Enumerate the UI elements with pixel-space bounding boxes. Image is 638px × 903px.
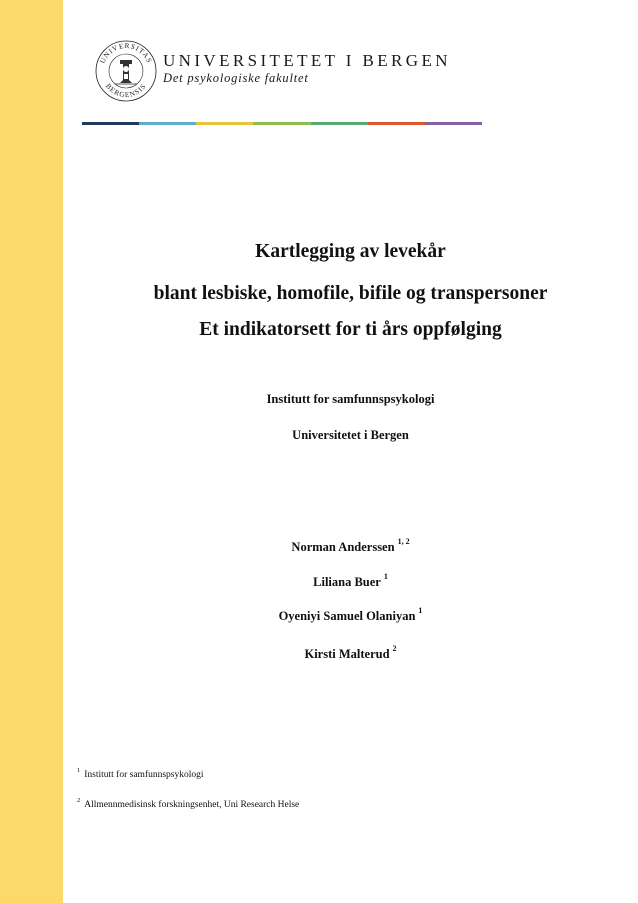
author-name: Kirsti Malterud	[304, 647, 390, 662]
footnote-2	[77, 798, 299, 810]
title-line-2: blant lesbiske, homofile, bifile og transpersoner	[153, 283, 548, 304]
footnote-text: Allmennmedisinsk forskningsenhet, Uni Research Helse	[84, 800, 300, 811]
author-2	[63, 608, 638, 624]
author-affiliation-mark: 2	[392, 644, 397, 653]
author-name: Oyeniyi Samuel Olaniyan	[278, 609, 416, 624]
faculty-name: Det psykologiske fakultet	[163, 71, 309, 85]
author-name: Liliana Buer	[313, 575, 381, 590]
yellow-sidebar	[0, 0, 63, 903]
color-rule	[82, 122, 482, 125]
color-rule-segment	[82, 122, 139, 125]
footnote-mark: 2	[77, 797, 81, 804]
author-0	[63, 539, 638, 555]
institute-name: Institutt for samfunnspsykologi	[266, 392, 435, 406]
color-rule-segment	[311, 122, 368, 125]
seal-top-text: UNIVERSITAS	[98, 41, 154, 65]
color-rule-segment	[368, 122, 425, 125]
university-name: UNIVERSITETET I BERGEN	[163, 51, 451, 70]
author-affiliation-mark: 1	[383, 572, 388, 581]
color-rule-segment	[253, 122, 310, 125]
seal-bottom-text: BERGENSIS	[103, 82, 149, 100]
author-affiliation-mark: 1, 2	[397, 537, 410, 546]
footnote-text: Institutt for samfunnspsykologi	[84, 770, 204, 781]
color-rule-segment	[196, 122, 253, 125]
author-1	[63, 574, 638, 590]
author-3	[63, 646, 638, 662]
title-line-1: Kartlegging av levekår	[255, 241, 446, 262]
footnote-1	[77, 768, 204, 780]
title-line-3: Et indikatorsett for ti års oppfølging	[199, 319, 502, 340]
author-name: Norman Anderssen	[291, 540, 395, 555]
color-rule-segment	[425, 122, 482, 125]
footnote-mark: 1	[77, 767, 81, 774]
university-line: Universitetet i Bergen	[292, 428, 409, 442]
university-seal-icon	[95, 40, 157, 102]
author-affiliation-mark: 1	[418, 606, 423, 615]
color-rule-segment	[139, 122, 196, 125]
